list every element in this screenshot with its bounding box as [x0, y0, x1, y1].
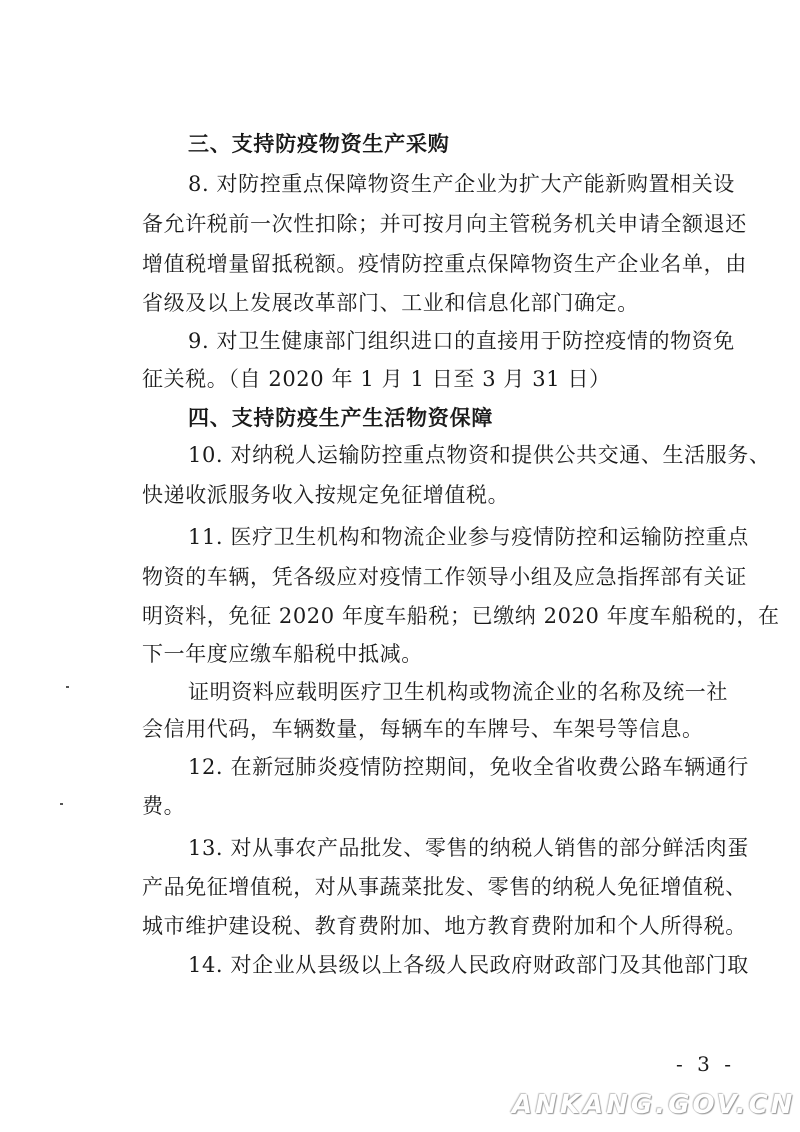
section-heading-4: 四、支持防疫生产生活物资保障 [188, 406, 494, 430]
paragraph-line: 13. 对从事农产品批发、零售的纳税人销售的部分鲜活肉蛋 [188, 836, 749, 860]
paragraph-line: 9. 对卫生健康部门组织进口的直接用于防控疫情的物资免 [188, 329, 735, 353]
paragraph-line: 明资料，免征 2020 年度车船税；已缴纳 2020 年度车船税的，在 [142, 604, 780, 628]
paragraph-line: 物资的车辆，凭各级应对疫情工作领导小组及应急指挥部有关证 [142, 565, 747, 589]
paragraph-line: 费。 [142, 794, 186, 818]
paragraph-line: 8. 对防控重点保障物资生产企业为扩大产能新购置相关设 [188, 172, 735, 196]
scan-speck [66, 686, 69, 688]
paragraph-line: 省级及以上发展改革部门、工业和信息化部门确定。 [142, 291, 639, 315]
scan-speck [60, 803, 63, 805]
paragraph-line: 产品免征增值税，对从事蔬菜批发、零售的纳税人免征增值税、 [142, 875, 747, 899]
section-heading-3: 三、支持防疫物资生产采购 [188, 132, 450, 156]
paragraph-line: 12. 在新冠肺炎疫情防控期间，免收全省收费公路车辆通行 [188, 755, 749, 779]
paragraph-line: 证明资料应载明医疗卫生机构或物流企业的名称及统一社 [188, 680, 728, 704]
paragraph-line: 快递收派服务收入按规定免征增值税。 [142, 483, 510, 507]
paragraph-line: 11. 医疗卫生机构和物流企业参与疫情防控和运输防控重点 [188, 525, 749, 549]
page-number: - 3 - [676, 1052, 735, 1076]
paragraph-line: 下一年度应缴车船税中抵减。 [142, 642, 423, 666]
paragraph-line: 14. 对企业从县级以上各级人民政府财政部门及其他部门取 [188, 953, 749, 977]
paragraph-line: 城市维护建设税、教育费附加、地方教育费附加和个人所得税。 [142, 914, 747, 938]
paragraph-line: 会信用代码，车辆数量，每辆车的车牌号、车架号等信息。 [142, 717, 704, 741]
paragraph-line: 10. 对纳税人运输防控重点物资和提供公共交通、生活服务、 [188, 443, 771, 467]
site-watermark: ANKANG.GOV.CN [512, 1090, 796, 1120]
paragraph-line: 增值税增量留抵税额。疫情防控重点保障物资生产企业名单，由 [142, 252, 747, 276]
paragraph-line: 征关税。（自 2020 年 1 月 1 日至 3 月 31 日） [142, 367, 611, 391]
paragraph-line: 备允许税前一次性扣除；并可按月向主管税务机关申请全额退还 [142, 212, 747, 236]
